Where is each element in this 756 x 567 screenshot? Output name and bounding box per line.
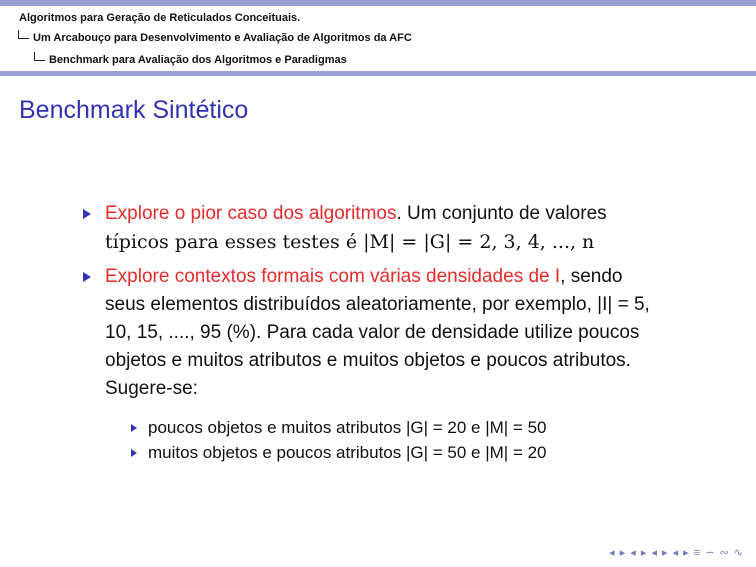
sub-bullet-triangle-icon bbox=[131, 449, 137, 457]
sub-bullet-1-text: poucos objetos e muitos atributos |G| = 20 e |M| = 50 bbox=[148, 418, 547, 437]
bullet-2-line-3: 10, 15, ...., 95 (%). Para cada valor de densidade utilize poucos bbox=[105, 322, 640, 343]
header-line-2[interactable] bbox=[18, 30, 412, 44]
sub-bullet-2 bbox=[131, 440, 718, 465]
tree-corner-icon bbox=[18, 30, 29, 39]
header-line-3-text: Benchmark para Avaliação dos Algoritmos e Paradigmas bbox=[49, 54, 347, 66]
bullet-triangle-icon bbox=[83, 272, 91, 282]
slide-title: Benchmark Sintético bbox=[19, 96, 249, 124]
sub-bullet-1 bbox=[131, 415, 718, 440]
header bbox=[0, 6, 756, 70]
bullet-2 bbox=[78, 263, 718, 465]
slide-content bbox=[78, 200, 718, 471]
navigation-symbols[interactable]: ◂ ▸ ◂ ▸ ◂ ▸ ◂ ▸ ≡ ∽ ∾ ∿ bbox=[609, 547, 744, 559]
bullet-2-highlight: Explore contextos formais com várias densidades de I bbox=[105, 266, 561, 287]
header-line-3[interactable] bbox=[34, 52, 347, 66]
bullet-1-highlight: Explore o pior caso dos algoritmos bbox=[105, 203, 397, 224]
bullet-1-text: . Um conjunto de valores bbox=[396, 203, 607, 224]
bullet-triangle-icon bbox=[83, 209, 91, 219]
header-separator-bar bbox=[0, 71, 756, 76]
bullet-2-line-2: seus elementos distribuídos aleatoriamente, por exemplo, |I| = 5, bbox=[105, 294, 650, 315]
bullet-1-line-2: típicos para esses testes é |M| = |G| = 2, 3, 4, ..., n bbox=[105, 231, 595, 253]
bullet-2-line-5: Sugere-se: bbox=[105, 378, 198, 399]
header-line-2-text: Um Arcabouço para Desenvolvimento e Avaliação de Algoritmos da AFC bbox=[33, 32, 412, 44]
sub-bullet-triangle-icon bbox=[131, 424, 137, 432]
sub-bullet-2-text: muitos objetos e poucos atributos |G| = 50 e |M| = 20 bbox=[148, 443, 547, 462]
bullet-2-text: , sendo bbox=[560, 266, 623, 287]
bullet-2-line-4: objetos e muitos atributos e muitos objetos e poucos atributos. bbox=[105, 350, 631, 371]
header-line-1[interactable]: Algoritmos para Geração de Reticulados Conceituais. bbox=[19, 12, 301, 24]
tree-corner-icon bbox=[34, 52, 45, 61]
sub-bullet-list bbox=[105, 415, 718, 465]
bullet-1 bbox=[78, 200, 718, 257]
